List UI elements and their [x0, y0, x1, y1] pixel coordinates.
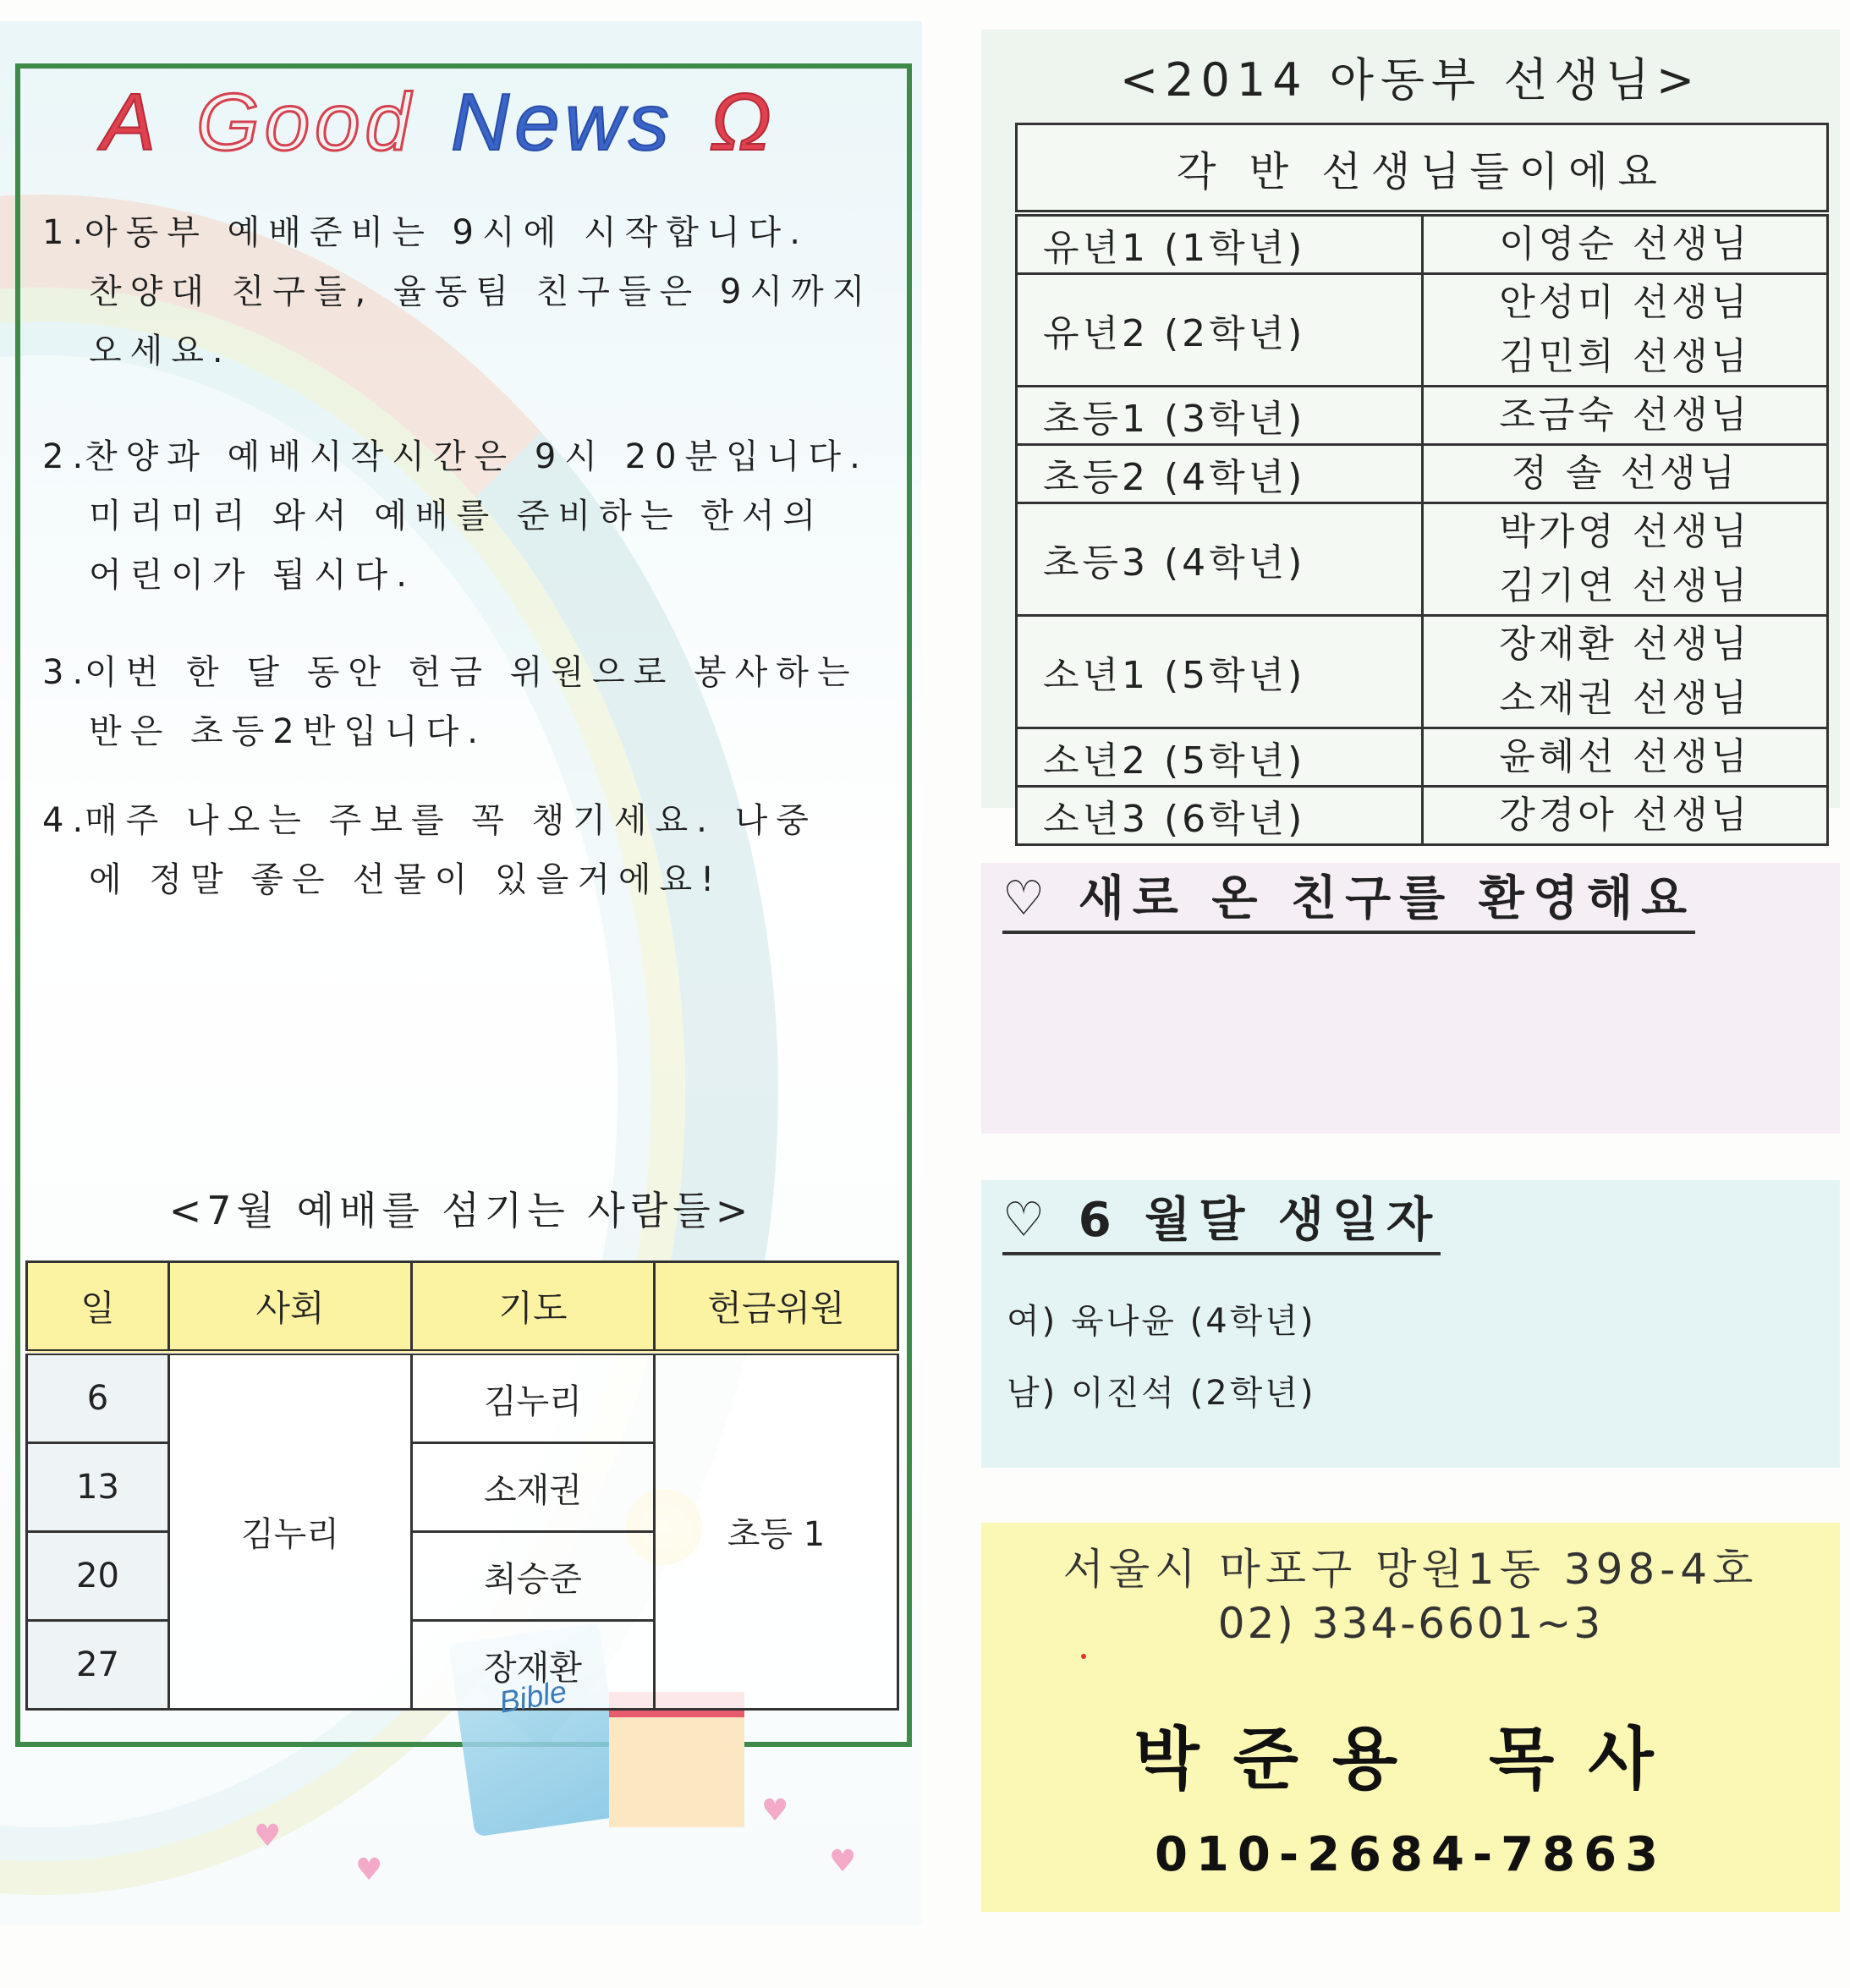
offering-cell: 초등 1	[655, 1353, 898, 1710]
schedule-title: <7월 예배를 섬기는 사람들>	[168, 1188, 754, 1233]
title-word-good: Good	[196, 77, 415, 167]
notice-line: 반은 초등2반입니다.	[89, 712, 486, 751]
table-row	[1017, 387, 1828, 445]
notice-1	[42, 203, 897, 381]
heart-icon: ♥	[355, 1853, 383, 1887]
table-row	[1017, 616, 1828, 728]
heart-icon: ♥	[829, 1844, 857, 1879]
teacher-name: 이영순 선생님	[1422, 213, 1828, 274]
notice-3	[42, 643, 897, 761]
prayer-cell: 장재환	[412, 1621, 655, 1710]
notice-line: 찬양과 예배시작시간은 9시 20분입니다.	[85, 437, 869, 476]
teacher-name: 안성미 선생님	[1499, 281, 1751, 324]
header-offering: 헌금위원	[655, 1262, 898, 1353]
table-row	[27, 1353, 898, 1443]
omega-icon: Ω	[709, 77, 777, 167]
day-cell: 20	[27, 1532, 169, 1621]
title-word-news: News	[450, 77, 674, 167]
notice-line: 에 정말 좋은 선물이 있을거에요!	[89, 860, 723, 899]
notice-number: 4.	[42, 801, 92, 840]
birthday-female: 여) 육나윤 (4학년)	[1007, 1302, 1316, 1341]
table-row	[1017, 728, 1828, 787]
teacher-name: 강경아 선생님	[1422, 787, 1828, 845]
teachers-header-row	[1017, 124, 1828, 214]
notice-line: 오세요.	[89, 332, 232, 371]
teacher-name: 장재환 선생님	[1499, 623, 1751, 666]
teacher-names	[1422, 616, 1828, 728]
teacher-name: 소재권 선생님	[1499, 677, 1751, 720]
notice-line: 어린이가 됩시다.	[89, 556, 415, 595]
notice-number: 1.	[42, 213, 92, 252]
teacher-names	[1422, 503, 1828, 616]
table-row	[1017, 445, 1828, 503]
prayer-cell: 소재권	[412, 1443, 655, 1532]
title-word-a: A	[102, 77, 162, 167]
prayer-cell: 김누리	[412, 1353, 655, 1443]
bible-label-decoration: Bible	[496, 1673, 569, 1720]
teachers-title: <2014 아동부 선생님>	[1119, 53, 1702, 107]
table-row	[1017, 787, 1828, 845]
day-cell: 13	[27, 1443, 169, 1532]
header-prayer: 기도	[412, 1262, 655, 1353]
red-dot-mark	[1081, 1654, 1086, 1659]
class-name: 초등1 (3학년)	[1017, 387, 1423, 445]
class-name: 유년1 (1학년)	[1017, 213, 1423, 274]
class-name: 소년1 (5학년)	[1017, 616, 1423, 728]
teachers-table	[1015, 123, 1829, 846]
header-day: 일	[27, 1262, 169, 1353]
church-address: 서울시 마포구 망원1동 398-4호	[1062, 1545, 1759, 1594]
heart-icon: ♥	[254, 1819, 282, 1853]
day-cell: 6	[27, 1353, 169, 1443]
house-decoration	[609, 1692, 744, 1827]
teacher-name: 조금숙 선생님	[1422, 387, 1828, 445]
heart-icon: ♥	[761, 1793, 789, 1828]
teacher-names	[1422, 274, 1828, 387]
welcome-title: ♡ 새로 온 친구를 환영해요	[1002, 861, 1695, 934]
birthday-title: ♡ 6 월달 생일자	[1002, 1183, 1441, 1255]
table-header-row	[27, 1262, 898, 1353]
teacher-name: 김기연 선생님	[1499, 564, 1751, 607]
teacher-name: 윤혜선 선생님	[1422, 728, 1828, 787]
teacher-name: 정 솔 선생님	[1422, 445, 1828, 503]
pastor-name: 박준용 목사	[1134, 1720, 1688, 1799]
worship-schedule-table	[25, 1260, 899, 1711]
pastor-mobile: 010-2684-7863	[1154, 1827, 1667, 1882]
birthday-male: 남) 이진석 (2학년)	[1007, 1374, 1316, 1413]
notice-number: 2.	[42, 437, 92, 476]
prayer-cell: 최승준	[412, 1532, 655, 1621]
day-cell: 27	[27, 1621, 169, 1710]
class-name: 소년2 (5학년)	[1017, 728, 1423, 787]
teachers-header: 각 반 선생님들이에요	[1017, 124, 1828, 214]
table-row	[1017, 503, 1828, 616]
table-row	[1017, 213, 1828, 274]
notice-line: 매주 나오는 주보를 꼭 챙기세요. 나중	[85, 801, 817, 840]
notice-line: 이번 한 달 동안 헌금 위원으로 봉사하는	[85, 653, 859, 692]
class-name: 소년3 (6학년)	[1017, 787, 1423, 845]
class-name: 유년2 (2학년)	[1017, 274, 1423, 387]
leader-cell: 김누리	[169, 1353, 412, 1710]
notice-4	[42, 791, 897, 909]
class-name: 초등3 (4학년)	[1017, 503, 1423, 616]
church-phone: 02) 334-6601~3	[1217, 1599, 1604, 1648]
notice-number: 3.	[42, 653, 92, 692]
class-name: 초등2 (4학년)	[1017, 445, 1423, 503]
newsletter-title	[102, 76, 863, 178]
table-row	[1017, 274, 1828, 387]
notice-line: 찬양대 친구들, 율동팀 친구들은 9시까지	[89, 272, 874, 311]
teacher-name: 박가영 선생님	[1499, 510, 1751, 553]
header-leader: 사회	[169, 1262, 412, 1353]
notice-2	[42, 427, 897, 605]
teacher-name: 김민희 선생님	[1499, 335, 1751, 378]
notice-line: 미리미리 와서 예배를 준비하는 한서의	[89, 497, 825, 535]
notice-line: 아동부 예배준비는 9시에 시작합니다.	[85, 213, 809, 252]
